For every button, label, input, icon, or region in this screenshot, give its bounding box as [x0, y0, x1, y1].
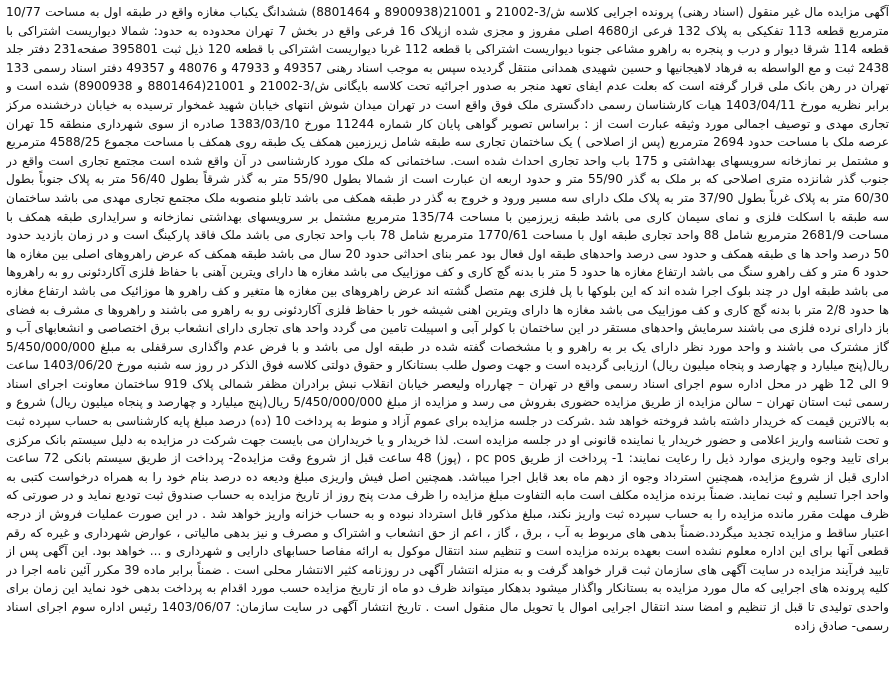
notice-text: آگهی مزایده مال غیر منقول (اسناد رهنی) پرونده اجرایی کلاسه ش/3-21002 و 21001(8900938 و 8801464) ششدانگ یکباب مغازه واقع در طبقه اول به مساحت 10/77 مترمربع قطعه 113 تفکیکی به پلاک 132 فرعی از4680 اصلی مفروز و مجزی شده ازپلاک 16 فرعی واقع در بخش 7 تهران محدوده به حدود: شمالا دیواریست اشتراکی با قطعه 114 شرقا دیوار و درب و پنجره به راهرو مشاعی جنوبا دیواریست اشتراکی با قطعه 112 غربا دیواریست اشتراکی با قطعه 120 ذیل ثبت 395801 صفحه231 دفتر جلد 2438 ثبت و مع الواسطه به فرهاد لاهیجانیها و حسین شهیدی همدانی منتقل گردیده سپس به موجب اسناد رهنی 49357 و 47933 و 48076 و 49357 دفتر اسناد رسمی 133 تهران در رهن بانک ملی قرار گرفته است که بعلت عدم ایفای تعهد منجر به صدور اجرائیه تحت کلاسه بایگانی ش/3-21002 و 21001(8801464 و 8900938) شده است و برابر نظریه مورخ 1403/04/11 هیات کارشناسان رسمی دادگستری ملک فوق واقع است در تهران میدان شوش انتهای خیابان شهید غمخوار ترسیده به خیابان درخشنده مرکز تجاری مهدی و توصیف اجمالی مورد وثیقه عبارت است از : براساس تصویر گواهی پایان کار شماره 11244 مورخ 1383/03/10 صادره از سوی شهرداری منطقه 15 تهران عرصه ملک با مساحت حدود 2694 مترمربع (پس از اصلاحی ) یک ساختمان تجاری سه طبقه شامل زیرزمین همکف یک طبقه روی همکف با مساحت مجموع 4588/25 مترمربع و مشتمل بر نمازخانه سرویسهای بهداشتی و 175 باب واحد تجاری احداث شده است. ساختمانی که ملک مورد کارشناسی در آن واقع شده است مجتمع تجاری است واقع در جنوب گذر شانزده متری اصلاحی که بر ملک به گذر 55/90 متر و حدود اربعه ان عبارت است از شمالا بطول 55/90 متر به گذر شرقاً بطول 56/40 متر به پلاک جنوباً بطول 60/30 متر به پلاک غرباً بطول 37/90 متر به پلاک ملک دارای سه مسیر ورود و خروج به گذر در طبقه همکف می باشد تابلو منصوبه ملک مجتمع تجاری مهدی می باشد ساختمان سه طبقه با اسکلت فلزی و نمای سیمان کاری می باشد طبقه زیرزمین با مساحت 135/74 مترمربع مشتمل بر سرویسهای بهداشتی نمازخانه و سرایداری طبقه همکف با مساحت 2681/9 مترمربع شامل 88 واحد تجاری طبقه اول با مساحت 1770/61 مترمربع شامل 78 باب واحد تجاری می باشد ملک فاقد پارکینگ است و در زمان بازدید حدود 50 درصد واحد ها ی طبقه همکف و حدود سی درصد واحدهای طبقه اول فعال بود عمر بنای احداثی حدود 20 سال می باشد طبقه همکف که عرض راهروهای اصلی بین مغازه ها حدود 6 متر و کف راهرو سنگ می باشد ارتفاع مغازه ها حدود 5 متر با بدنه گچ کاری و کف موزاییک می باشد مغازه ها دارای ویترین آهنی با حفاظ فلزی آکاردئونی رو به راهروها می باشد طبقه اول در چند بلوک اجرا شده اند که این بلوکها با پل فلزی بهم متصل گشته اند عرض راهروهای بین مغازه ها متغیر و کف راهرو ها موزائیک می باشد ارتفاع مغازه ها حدود 2/8 متر با بدنه گچ کاری و کف موزاییک می باشد مغازه ها دارای ویترین اهنی شیشه خور با حفاظ فلزی آکاردئونی رو به راهرو می باشند و راهروها ی مشرف به فضای باز دارای نرده فلزی می باشند سرمایش واحدهای مستقر در این ساختمان با کولر آبی و اسپیلت تامین می گردد واحد های تجاری دارای انشعاب برق اختصاصی و انشعابهای آب و گاز مشترک می باشند و واحد مورد نظر دارای یک بر به راهرو و با مشخصات گفته شده در طبقه اول می باشد و با فرض عدم واگذاری سرقفلی به مبلغ 5/450/000/000 ریال(پنج میلیارد و چهارصد و پنجاه میلیون ریال) ارزیابی گردیده است و جهت وصول طلب بستانکار و حقوق دولتی کلاسه فوق الذکر در روز سه شنبه مورخ 1403/06/20 ساعت 9 الی 12 ظهر در محل اداره سوم اجرای اسناد رسمی واقع در تهران – چهارراه ولیعصر خیابان انقلاب نبش برادران مظفر شمالی پلاک 919 ساختمان معاونت اجرای اسناد رسمی ثبت استان تهران – سالن مزایده از طریق مزایده حضوری بفروش می رسد و مزایده از مبلغ 5/450/000/000 ریال(پنج میلیارد و چهارصد و پنجاه میلیون ریال) شروع و به بالاترین قیمت که خریدار داشته باشد فروخته خواهد شد .شرکت در جلسه مزایده برای عموم آزاد و منوط به پرداخت 10 (ده) درصد مبلغ پایه کارشناسی به حساب سپرده ثبت و تحت شناسه واریز اعلامی و حضور خریدار یا نماینده قانونی او در جلسه مزایده است. لذا خریدار و یا خریداران می بایست جهت شرکت در مزایده به دلیل سیستم بانک مرکزی برای تایید وجوه واریزی موارد ذیل را رعایت نمایند: 1- پرداخت از طریق pc pos ، (پوز) 48 ساعت قبل از شروع وقت مزایده2- پرداخت از طریق سیستم بانکی 72 ساعت اداری قبل از شروع مزایده، همچنین استرداد وجوه از دهم ماه بعد قابل اجرا میباشد. همچنین اصل فیش واریزی مبلغ ودیعه ده درصد بنام خود را به همراه درخواست کتبی به واحد اجرا تسلیم و ثبت نمایند. ضمناً برنده مزایده مکلف است مابه التفاوت مبلغ مزایده را ظرف مدت پنج روز از تاریخ مزایده به حساب صندوق ثبت تودیع نماید و در صورتی که ظرف مهلت مقرر مانده مزایده را به حساب سپرده ثبت واریز نکند، مبلغ مذکور قابل استرداد نبوده و به حساب خزانه واریز خواهد شد . در این صورت عملیات فروش از درجه اعتبار ساقط و مزایده تجدید میگردد.ضمناً بدهی های مربوط به آب ، برق ، گاز ، اعم از حق انشعاب و اشتراک و مصرف و نیز بدهی مالیاتی ، عوارض شهرداری و غیره که رقم قطعی آنها برای این اداره معلوم نشده است بعهده برنده مزایده است و تنظیم سند انتقال موکول به ارائه مفاصا حسابهای دارایی و شهرداری و ... خواهد بود. این آگهی پس از تایید فرآیند مزایده در سایت آگهی های سازمان ثبت قرار خواهد گرفت و به منزله انتشار آگهی در روزنامه کثیر الانتشار محلی است . ضمناً برابر ماده 39 مکرر آئین نامه اجرا در کلیه پرونده های اجرایی که مال مورد مزایده به بستانکار واگذار میشود بدهکار میتواند ظرف دو ماه از تاریخ مزایده حسب مورد اقدام به پرداخت بدهی خود نماید این زمان برای واحدی تولیدی تا قبل از تنظیم و امضا سند انتقال اجرایی اموال یا تحویل مال منقول است . تاریخ انتشار آگهی در سایت سازمان: 1403/06/07 رئیس اداره سوم اجرای اسناد رسمی- صادق زاده [6, 5, 889, 633]
auction-notice [6, 3, 889, 668]
